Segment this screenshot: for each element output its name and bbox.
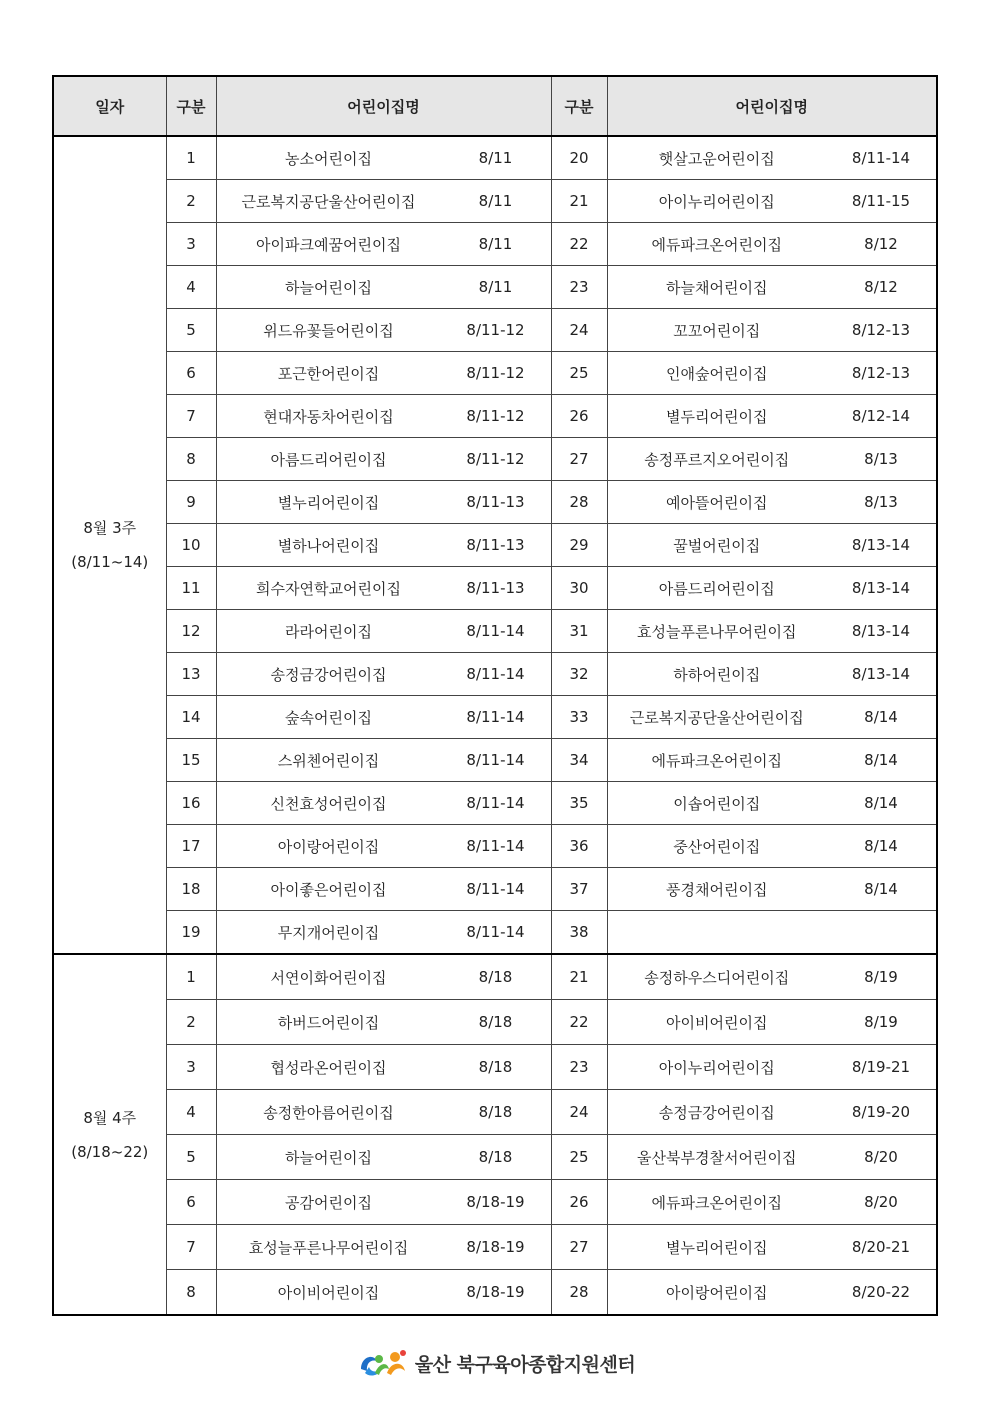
daycare-name: 꼬꼬어린이집 — [673, 321, 761, 340]
daycare-name: 포근한어린이집 — [277, 364, 380, 383]
visit-date: 8/11-13 — [466, 579, 525, 597]
schedule-table — [52, 75, 938, 1316]
daycare-name: 송정한아름어린이집 — [263, 1103, 394, 1122]
daycare-cell — [607, 352, 937, 395]
daycare-cell — [216, 653, 551, 696]
daycare-cell — [216, 567, 551, 610]
row-number: 6 — [166, 352, 216, 395]
daycare-name: 서연이화어린이집 — [270, 968, 387, 987]
row-number: 37 — [551, 868, 607, 911]
visit-date: 8/14 — [864, 880, 898, 898]
visit-date: 8/11-14 — [466, 751, 525, 769]
period-label: 8월 4주 — [83, 1108, 137, 1127]
table-row — [53, 911, 937, 955]
table-row — [53, 438, 937, 481]
table-row — [53, 1180, 937, 1225]
daycare-name: 희수자연학교어린이집 — [256, 579, 401, 598]
daycare-name: 에듀파크온어린이집 — [651, 235, 782, 254]
table-row — [53, 868, 937, 911]
daycare-cell — [607, 524, 937, 567]
row-number: 8 — [166, 438, 216, 481]
daycare-name: 아이누리어린이집 — [658, 192, 775, 211]
daycare-name: 공감어린이집 — [285, 1193, 372, 1212]
table-row — [53, 136, 937, 180]
visit-date: 8/18-19 — [466, 1238, 525, 1256]
row-number: 24 — [551, 309, 607, 352]
period-cell — [53, 136, 166, 954]
visit-date: 8/19-20 — [851, 1103, 911, 1121]
header-group: 구분 — [166, 76, 216, 136]
row-number: 30 — [551, 567, 607, 610]
row-number: 6 — [166, 1180, 216, 1225]
table-row — [53, 567, 937, 610]
row-number: 27 — [551, 1225, 607, 1270]
daycare-name: 하버드어린이집 — [277, 1013, 380, 1032]
table-row — [53, 395, 937, 438]
daycare-cell — [216, 610, 551, 653]
row-number: 26 — [551, 395, 607, 438]
daycare-name: 위드유꽃들어린이집 — [263, 321, 394, 340]
period-label: 8월 3주 — [83, 519, 137, 537]
row-number: 16 — [166, 782, 216, 825]
visit-date: 8/13 — [864, 493, 898, 511]
daycare-cell — [607, 136, 937, 180]
visit-date: 8/13-14 — [851, 622, 911, 640]
header-name-2: 어린이집명 — [607, 76, 937, 136]
visit-date: 8/20-22 — [851, 1283, 911, 1301]
row-number: 25 — [551, 352, 607, 395]
header-row — [53, 76, 937, 136]
daycare-cell — [607, 266, 937, 309]
daycare-cell — [607, 1270, 937, 1316]
daycare-cell — [216, 825, 551, 868]
visit-date: 8/11 — [478, 235, 513, 253]
daycare-name: 이솝어린이집 — [673, 794, 761, 813]
daycare-name: 신천효성어린이집 — [270, 794, 387, 813]
table-row — [53, 739, 937, 782]
visit-date: 8/18 — [478, 1013, 513, 1031]
visit-date: 8/19 — [864, 968, 898, 986]
row-number: 5 — [166, 309, 216, 352]
daycare-name: 무지개어린이집 — [277, 923, 380, 942]
daycare-cell — [216, 696, 551, 739]
org-logo — [357, 1347, 635, 1379]
daycare-cell — [216, 1180, 551, 1225]
table-row — [53, 481, 937, 524]
header-name: 어린이집명 — [216, 76, 551, 136]
visit-date: 8/11-14 — [466, 708, 525, 726]
daycare-cell — [216, 1135, 551, 1180]
visit-date: 8/11-14 — [466, 665, 525, 683]
daycare-cell — [607, 223, 937, 266]
row-number: 12 — [166, 610, 216, 653]
visit-date: 8/11-13 — [466, 493, 525, 511]
row-number: 10 — [166, 524, 216, 567]
row-number: 4 — [166, 1090, 216, 1135]
row-number: 29 — [551, 524, 607, 567]
row-number: 2 — [166, 1000, 216, 1045]
daycare-cell — [216, 481, 551, 524]
visit-date: 8/18-19 — [466, 1283, 525, 1301]
footer — [0, 1345, 992, 1381]
daycare-cell — [607, 825, 937, 868]
table-row — [53, 1090, 937, 1135]
daycare-cell — [607, 610, 937, 653]
daycare-name: 아이랑어린이집 — [666, 1283, 768, 1302]
table-row — [53, 954, 937, 1000]
daycare-name: 꿀벌어린이집 — [673, 536, 761, 555]
table-row — [53, 524, 937, 567]
daycare-name: 아이누리어린이집 — [658, 1058, 775, 1077]
row-number: 21 — [551, 954, 607, 1000]
table-row — [53, 223, 937, 266]
daycare-name: 별누리어린이집 — [277, 493, 380, 512]
row-number: 24 — [551, 1090, 607, 1135]
table-row — [53, 653, 937, 696]
row-number: 28 — [551, 481, 607, 524]
visit-date: 8/14 — [864, 794, 898, 812]
daycare-name: 라라어린이집 — [285, 622, 372, 641]
row-number: 26 — [551, 1180, 607, 1225]
daycare-cell — [216, 223, 551, 266]
visit-date: 8/20-21 — [851, 1238, 911, 1256]
visit-date: 8/13-14 — [851, 579, 911, 597]
daycare-cell — [216, 1225, 551, 1270]
daycare-name: 에듀파크온어린이집 — [651, 1193, 782, 1212]
daycare-cell — [216, 1270, 551, 1316]
visit-date: 8/11 — [478, 149, 513, 167]
row-number: 14 — [166, 696, 216, 739]
row-number: 18 — [166, 868, 216, 911]
visit-date: 8/13-14 — [851, 665, 911, 683]
row-number: 22 — [551, 1000, 607, 1045]
row-number: 5 — [166, 1135, 216, 1180]
visit-date: 8/13-14 — [851, 536, 911, 554]
row-number: 7 — [166, 395, 216, 438]
visit-date: 8/11-12 — [466, 321, 525, 339]
row-number: 38 — [551, 911, 607, 955]
visit-date: 8/11-14 — [466, 622, 525, 640]
daycare-name: 아이비어린이집 — [666, 1013, 768, 1032]
visit-date: 8/11-14 — [851, 149, 911, 167]
daycare-name: 별누리어린이집 — [666, 1238, 768, 1257]
daycare-cell — [607, 1180, 937, 1225]
daycare-name: 협성라온어린이집 — [270, 1058, 387, 1077]
daycare-cell — [607, 481, 937, 524]
row-number: 1 — [166, 954, 216, 1000]
daycare-name: 예아뜰어린이집 — [666, 493, 768, 512]
daycare-name: 스위첸어린이집 — [277, 751, 380, 770]
row-number: 31 — [551, 610, 607, 653]
row-number: 25 — [551, 1135, 607, 1180]
table-row — [53, 309, 937, 352]
daycare-cell — [607, 954, 937, 1000]
daycare-cell — [216, 739, 551, 782]
table-row — [53, 610, 937, 653]
visit-date: 8/19 — [864, 1013, 898, 1031]
header-date: 일자 — [53, 76, 166, 136]
daycare-name: 근로복지공단울산어린이집 — [629, 708, 804, 727]
row-number: 2 — [166, 180, 216, 223]
visit-date: 8/11-14 — [466, 794, 525, 812]
row-number: 35 — [551, 782, 607, 825]
daycare-cell — [607, 653, 937, 696]
visit-date: 8/14 — [864, 751, 898, 769]
daycare-name: 인애숲어린이집 — [666, 364, 768, 383]
daycare-cell — [216, 1090, 551, 1135]
daycare-cell — [607, 438, 937, 481]
visit-date: 8/11-14 — [466, 837, 525, 855]
table-row — [53, 1135, 937, 1180]
daycare-name: 효성늘푸른나무어린이집 — [248, 1238, 409, 1257]
row-number: 20 — [551, 136, 607, 180]
daycare-name: 송정푸르지오어린이집 — [644, 450, 790, 469]
daycare-cell — [216, 782, 551, 825]
daycare-name: 하늘어린이집 — [285, 1148, 372, 1167]
daycare-cell — [607, 1090, 937, 1135]
daycare-cell — [216, 911, 551, 955]
visit-date: 8/20 — [864, 1193, 898, 1211]
visit-date: 8/18 — [478, 968, 513, 986]
daycare-cell — [607, 782, 937, 825]
row-number: 9 — [166, 481, 216, 524]
daycare-cell — [607, 911, 937, 955]
visit-date: 8/11-12 — [466, 364, 525, 382]
row-number: 3 — [166, 223, 216, 266]
visit-date: 8/18 — [478, 1148, 513, 1166]
sun-people-logo-icon — [357, 1347, 409, 1379]
daycare-cell — [216, 1000, 551, 1045]
daycare-cell — [216, 395, 551, 438]
org-name: 울산 북구육아종합지원센터 — [414, 1353, 636, 1376]
daycare-name: 하하어린이집 — [673, 665, 761, 684]
visit-date: 8/11-14 — [466, 880, 525, 898]
daycare-name: 별하나어린이집 — [277, 536, 380, 555]
visit-date: 8/18 — [478, 1058, 513, 1076]
daycare-cell — [607, 696, 937, 739]
daycare-cell — [216, 309, 551, 352]
row-number: 13 — [166, 653, 216, 696]
visit-date: 8/11 — [478, 278, 513, 296]
daycare-name: 농소어린이집 — [285, 149, 372, 168]
visit-date: 8/12-13 — [851, 364, 911, 382]
daycare-cell — [216, 438, 551, 481]
row-number: 4 — [166, 266, 216, 309]
visit-date: 8/12 — [864, 278, 898, 296]
row-number: 7 — [166, 1225, 216, 1270]
visit-date: 8/11-12 — [466, 407, 525, 425]
daycare-cell — [216, 180, 551, 223]
daycare-cell — [607, 739, 937, 782]
table-row — [53, 1045, 937, 1090]
daycare-name: 송정금강어린이집 — [658, 1103, 775, 1122]
daycare-name: 아이파크예꿈어린이집 — [256, 235, 401, 254]
visit-date: 8/11-15 — [851, 192, 911, 210]
row-number: 33 — [551, 696, 607, 739]
table-row — [53, 1000, 937, 1045]
row-number: 15 — [166, 739, 216, 782]
daycare-cell — [607, 1135, 937, 1180]
daycare-name: 송정하우스디어린이집 — [644, 968, 790, 987]
row-number: 11 — [166, 567, 216, 610]
daycare-name: 근로복지공단울산어린이집 — [241, 192, 416, 211]
daycare-name: 하늘어린이집 — [285, 278, 372, 297]
header-group-2: 구분 — [551, 76, 607, 136]
row-number: 28 — [551, 1270, 607, 1316]
daycare-cell — [216, 266, 551, 309]
daycare-cell — [216, 1045, 551, 1090]
visit-date: 8/14 — [864, 708, 898, 726]
daycare-cell — [216, 352, 551, 395]
row-number: 34 — [551, 739, 607, 782]
row-number: 1 — [166, 136, 216, 180]
table-row — [53, 266, 937, 309]
row-number: 8 — [166, 1270, 216, 1316]
row-number: 17 — [166, 825, 216, 868]
period-range: (8/18~22) — [71, 1142, 149, 1161]
visit-date: 8/18-19 — [466, 1193, 525, 1211]
daycare-name: 아이랑어린이집 — [277, 837, 380, 856]
row-number: 22 — [551, 223, 607, 266]
daycare-name: 울산북부경찰서어린이집 — [637, 1148, 797, 1167]
table-row — [53, 825, 937, 868]
daycare-name: 에듀파크온어린이집 — [651, 751, 782, 770]
daycare-name: 별두리어린이집 — [666, 407, 768, 426]
row-number: 23 — [551, 266, 607, 309]
daycare-name: 하늘채어린이집 — [666, 278, 768, 297]
visit-date: 8/14 — [864, 837, 898, 855]
daycare-name: 숲속어린이집 — [285, 708, 372, 727]
visit-date: 8/20 — [864, 1148, 898, 1166]
table-row — [53, 696, 937, 739]
visit-date: 8/13 — [864, 450, 898, 468]
daycare-cell — [607, 1225, 937, 1270]
visit-date: 8/12 — [864, 235, 898, 253]
row-number: 23 — [551, 1045, 607, 1090]
daycare-name: 효성늘푸른나무어린이집 — [637, 622, 797, 641]
visit-date: 8/11-14 — [466, 923, 525, 941]
table-row — [53, 352, 937, 395]
daycare-cell — [607, 309, 937, 352]
daycare-name: 햇살고운어린이집 — [658, 149, 775, 168]
visit-date: 8/12-13 — [851, 321, 911, 339]
table-row — [53, 180, 937, 223]
daycare-cell — [607, 1045, 937, 1090]
visit-date: 8/12-14 — [851, 407, 911, 425]
daycare-name: 현대자동차어린이집 — [263, 407, 394, 426]
row-number: 27 — [551, 438, 607, 481]
daycare-cell — [216, 868, 551, 911]
daycare-name: 아이비어린이집 — [277, 1283, 380, 1302]
daycare-cell — [607, 395, 937, 438]
period-cell — [53, 954, 166, 1315]
table-row — [53, 1270, 937, 1316]
daycare-name: 아름드리어린이집 — [270, 450, 387, 469]
daycare-cell — [216, 954, 551, 1000]
daycare-cell — [607, 1000, 937, 1045]
daycare-cell — [607, 868, 937, 911]
row-number: 3 — [166, 1045, 216, 1090]
daycare-name: 송정금강어린이집 — [270, 665, 387, 684]
daycare-name: 아름드리어린이집 — [658, 579, 775, 598]
row-number: 32 — [551, 653, 607, 696]
table-row — [53, 1225, 937, 1270]
daycare-name: 풍경채어린이집 — [666, 880, 768, 899]
daycare-cell — [607, 180, 937, 223]
visit-date: 8/11-12 — [466, 450, 525, 468]
visit-date: 8/18 — [478, 1103, 513, 1121]
period-range: (8/11~14) — [71, 553, 149, 571]
visit-date: 8/11 — [478, 192, 513, 210]
table-row — [53, 782, 937, 825]
row-number: 36 — [551, 825, 607, 868]
row-number: 19 — [166, 911, 216, 955]
daycare-cell — [216, 136, 551, 180]
visit-date: 8/19-21 — [851, 1058, 911, 1076]
daycare-cell — [607, 567, 937, 610]
row-number: 21 — [551, 180, 607, 223]
daycare-cell — [216, 524, 551, 567]
daycare-name: 중산어린이집 — [673, 837, 761, 856]
visit-date: 8/11-13 — [466, 536, 525, 554]
daycare-name: 아이좋은어린이집 — [270, 880, 387, 899]
